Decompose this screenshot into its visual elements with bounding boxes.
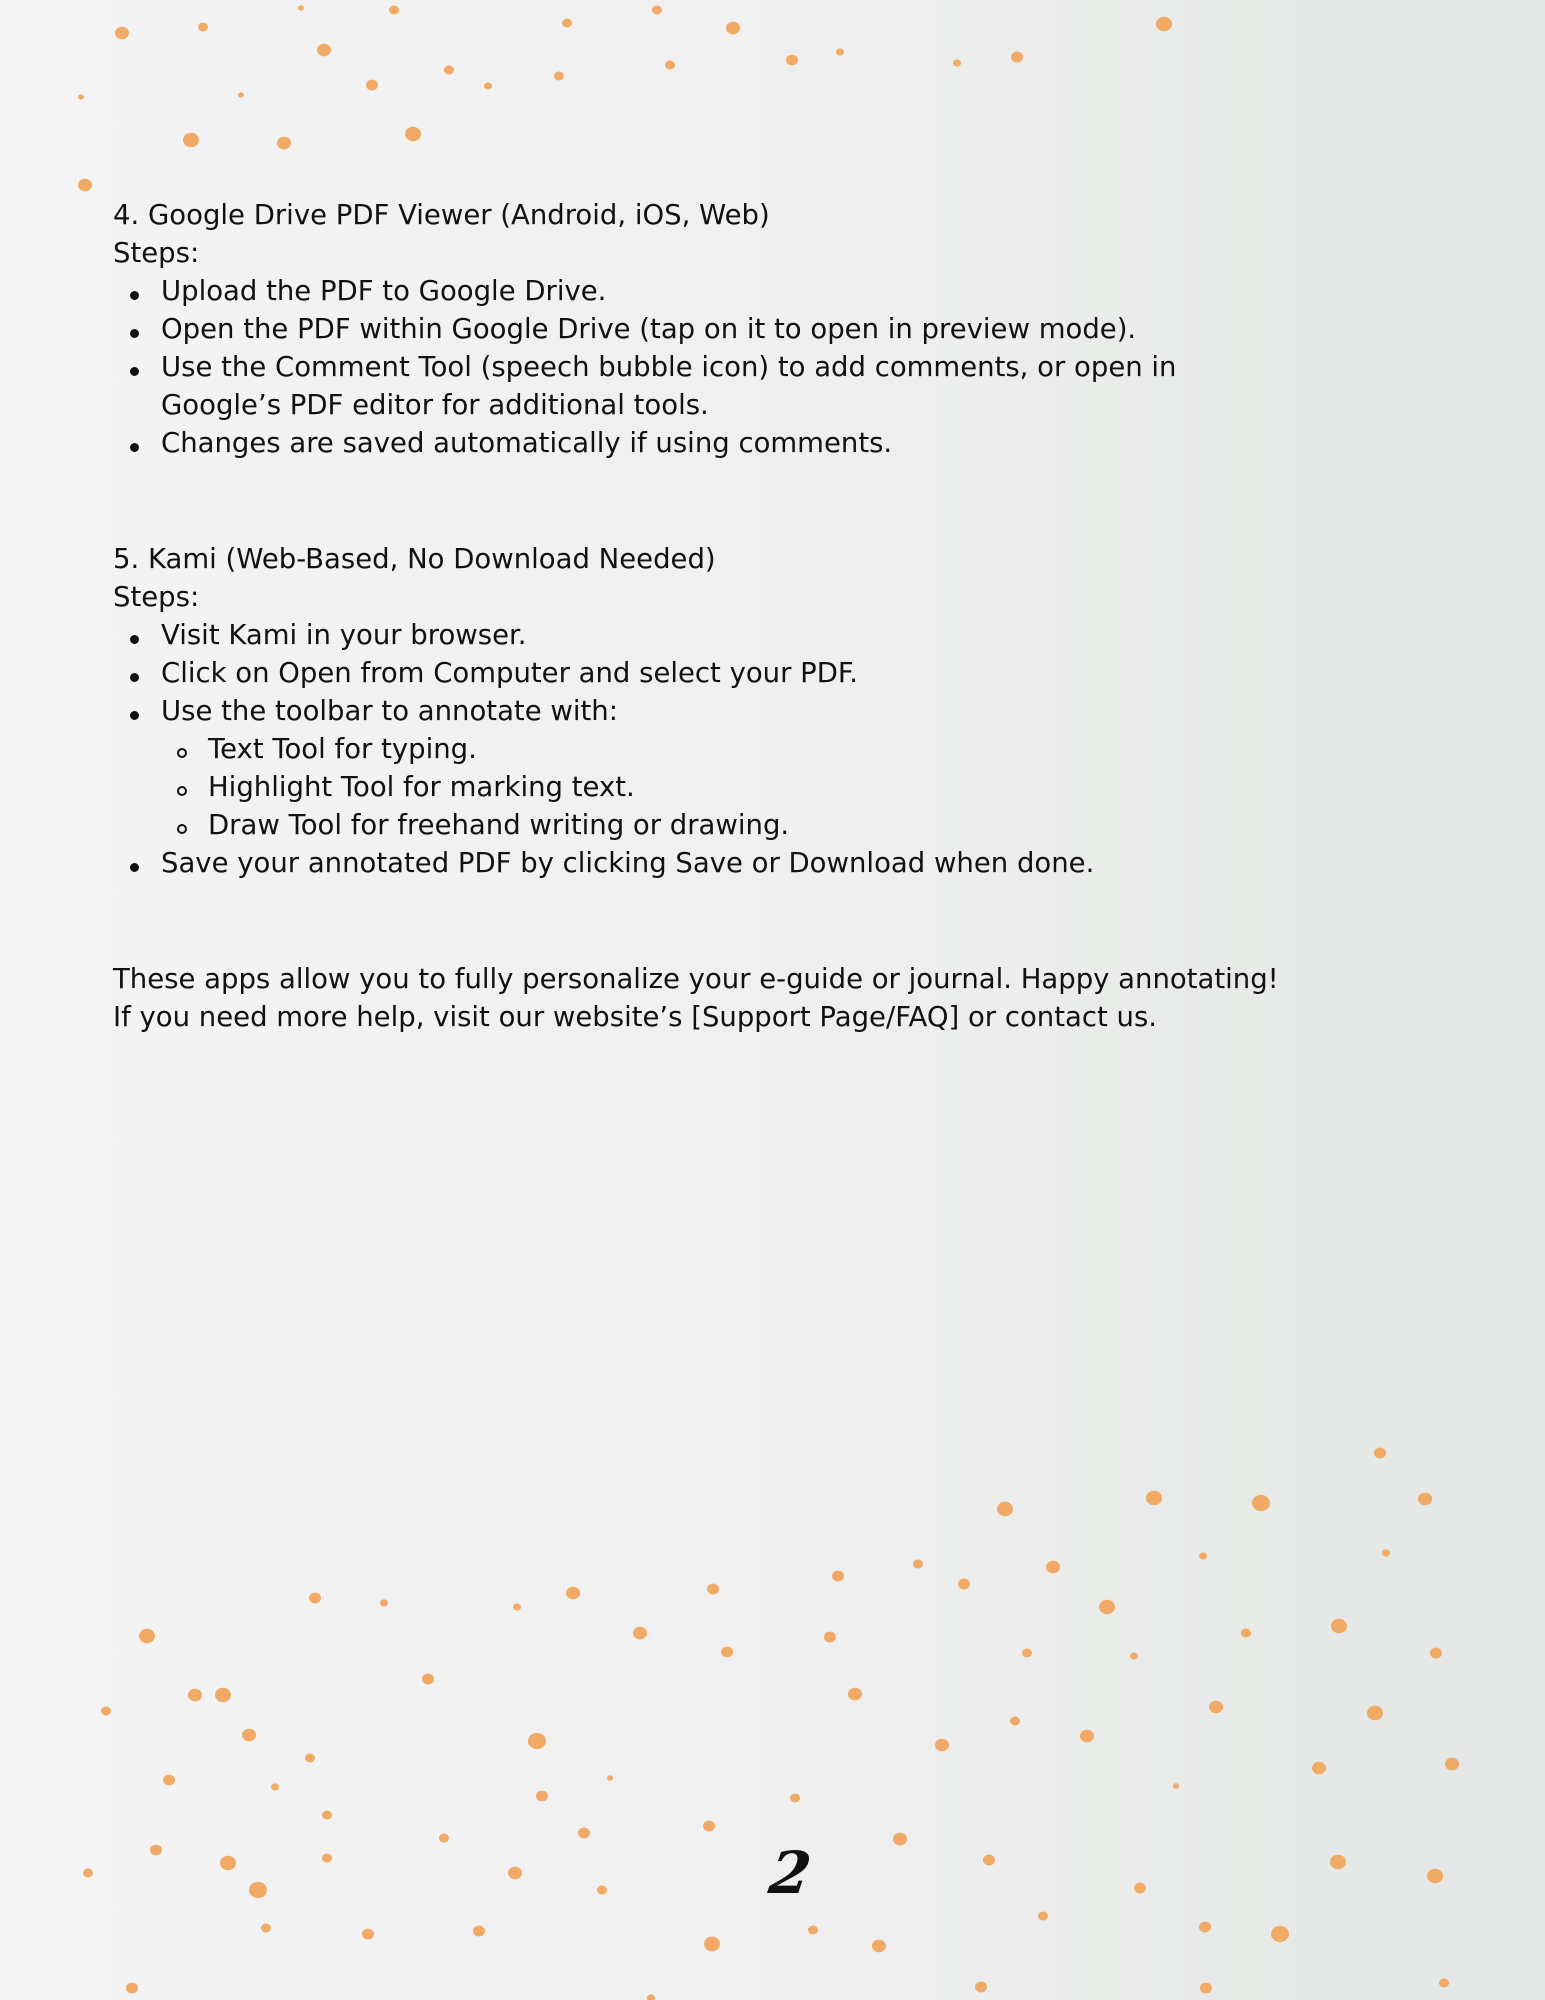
decorative-dot bbox=[665, 61, 675, 70]
decorative-dot bbox=[1445, 1758, 1459, 1771]
decorative-dot bbox=[832, 1571, 844, 1582]
decorative-dot bbox=[444, 66, 454, 75]
decorative-dot bbox=[721, 1647, 733, 1658]
decorative-dot bbox=[261, 1924, 271, 1933]
decorative-dot bbox=[1046, 1561, 1060, 1574]
decorative-dot bbox=[508, 1867, 522, 1880]
decorative-dot bbox=[126, 1983, 138, 1994]
list-item: Changes are saved automatically if using comments. bbox=[113, 424, 1293, 462]
decorative-dot bbox=[83, 1869, 93, 1878]
decorative-dot bbox=[484, 82, 492, 89]
decorative-dot bbox=[183, 133, 199, 147]
decorative-dot bbox=[101, 1707, 111, 1716]
decorative-dot bbox=[298, 5, 304, 10]
steps-list bbox=[113, 272, 1293, 462]
decorative-dot bbox=[1331, 1619, 1347, 1633]
decorative-dot bbox=[389, 6, 399, 15]
decorative-dot bbox=[786, 55, 798, 66]
steps-label: Steps: bbox=[113, 237, 200, 269]
list-item bbox=[113, 692, 1293, 844]
decorative-dot bbox=[703, 1821, 715, 1832]
decorative-dot bbox=[1156, 17, 1172, 31]
decorative-dot bbox=[405, 127, 421, 141]
decorative-dot bbox=[983, 1855, 995, 1866]
decorative-dot bbox=[1130, 1652, 1138, 1659]
decorative-dot bbox=[277, 137, 291, 150]
list-item-text: Use the toolbar to annotate with: bbox=[161, 695, 618, 727]
decorative-dot bbox=[536, 1791, 548, 1802]
decorative-dot bbox=[1038, 1912, 1048, 1921]
decorative-dot bbox=[1199, 1922, 1211, 1933]
decorative-dot bbox=[566, 1587, 580, 1600]
decorative-dot bbox=[362, 1929, 374, 1940]
decorative-dot bbox=[78, 179, 92, 192]
decorative-dot bbox=[953, 59, 961, 66]
closing-paragraph: These apps allow you to fully personalize your e-guide or journal. Happy annotating! If you need more help, visit our website’s [Support Page/FAQ] or contact us. bbox=[113, 963, 1279, 1033]
section-heading: 5. Kami (Web-Based, No Download Needed) bbox=[113, 543, 716, 575]
substeps-list bbox=[161, 730, 1293, 844]
decorative-dot bbox=[1241, 1629, 1251, 1638]
decorative-dot bbox=[848, 1688, 862, 1701]
decorative-dot bbox=[322, 1811, 332, 1820]
decorative-dot bbox=[322, 1854, 332, 1863]
list-item: Upload the PDF to Google Drive. bbox=[113, 272, 1293, 310]
decorative-dot bbox=[578, 1828, 590, 1839]
decorative-dot bbox=[1374, 1448, 1386, 1459]
steps-list bbox=[113, 616, 1293, 882]
list-item: Click on Open from Computer and select your PDF. bbox=[113, 654, 1293, 692]
decorative-dot bbox=[597, 1886, 607, 1895]
decorative-dot bbox=[215, 1688, 231, 1702]
decorative-dot bbox=[271, 1783, 279, 1790]
section-kami bbox=[113, 540, 1293, 882]
decorative-dot bbox=[1146, 1491, 1162, 1505]
decorative-dot bbox=[824, 1632, 836, 1643]
decorative-dot bbox=[1099, 1600, 1115, 1614]
decorative-dot bbox=[1312, 1762, 1326, 1775]
decorative-dot bbox=[1439, 1979, 1449, 1988]
decorative-dot bbox=[836, 48, 844, 55]
decorative-dot bbox=[975, 1982, 987, 1993]
decorative-dot bbox=[726, 22, 740, 35]
decorative-dot bbox=[238, 92, 244, 97]
decorative-dot bbox=[473, 1926, 485, 1937]
decorative-dot bbox=[1427, 1869, 1443, 1883]
decorative-dot bbox=[198, 23, 208, 32]
decorative-dot bbox=[1199, 1552, 1207, 1559]
decorative-dot bbox=[1367, 1706, 1383, 1720]
sub-list-item: Text Tool for typing. bbox=[161, 730, 1293, 768]
decorative-dot bbox=[1252, 1495, 1270, 1511]
decorative-dot bbox=[1330, 1855, 1346, 1869]
decorative-dot bbox=[1011, 52, 1023, 63]
decorative-dot bbox=[528, 1733, 546, 1749]
decorative-dot bbox=[220, 1856, 236, 1870]
decorative-dot bbox=[1418, 1493, 1432, 1506]
decorative-dot bbox=[309, 1593, 321, 1604]
decorative-dot bbox=[562, 19, 572, 28]
section-heading: 4. Google Drive PDF Viewer (Android, iOS, Web) bbox=[113, 199, 770, 231]
decorative-dot bbox=[633, 1627, 647, 1640]
decorative-dot bbox=[1271, 1926, 1289, 1942]
decorative-dot bbox=[893, 1833, 907, 1846]
decorative-dot bbox=[872, 1940, 886, 1953]
decorative-dot bbox=[704, 1937, 720, 1951]
decorative-dot bbox=[513, 1603, 521, 1610]
decorative-dot bbox=[242, 1729, 256, 1742]
decorative-dot bbox=[1200, 1983, 1212, 1994]
list-item: Visit Kami in your browser. bbox=[113, 616, 1293, 654]
decorative-dot bbox=[607, 1775, 613, 1780]
decorative-dot bbox=[380, 1599, 388, 1606]
decorative-dot bbox=[163, 1775, 175, 1786]
decorative-dot bbox=[652, 6, 662, 15]
decorative-dot bbox=[317, 44, 331, 57]
decorative-dot bbox=[913, 1560, 923, 1569]
decorative-dot bbox=[249, 1882, 267, 1898]
page-number: 2 bbox=[765, 1839, 816, 1907]
decorative-dot bbox=[305, 1754, 315, 1763]
decorative-dot bbox=[554, 72, 564, 81]
decorative-dot bbox=[1173, 1783, 1179, 1788]
decorative-dot bbox=[78, 94, 84, 99]
decorative-dot bbox=[1209, 1701, 1223, 1714]
decorative-dot bbox=[647, 1994, 655, 2000]
decorative-dot bbox=[422, 1674, 434, 1685]
decorative-dot bbox=[707, 1584, 719, 1595]
decorative-dot bbox=[1134, 1883, 1146, 1894]
list-item: Save your annotated PDF by clicking Save or Download when done. bbox=[113, 844, 1293, 882]
decorative-dot bbox=[139, 1629, 155, 1643]
decorative-dot bbox=[115, 27, 129, 40]
decorative-dot bbox=[790, 1794, 800, 1803]
decorative-dot bbox=[808, 1926, 818, 1935]
decorative-dot bbox=[150, 1845, 162, 1856]
decorative-dot bbox=[1022, 1649, 1032, 1658]
decorative-dot bbox=[1430, 1648, 1442, 1659]
decorative-dot bbox=[439, 1834, 449, 1843]
decorative-dot bbox=[1382, 1549, 1390, 1556]
list-item: Open the PDF within Google Drive (tap on it to open in preview mode). bbox=[113, 310, 1293, 348]
sub-list-item: Draw Tool for freehand writing or drawing. bbox=[161, 806, 1293, 844]
decorative-dot bbox=[188, 1689, 202, 1702]
decorative-dot bbox=[997, 1502, 1013, 1516]
decorative-dot bbox=[366, 80, 378, 91]
section-google-drive bbox=[113, 196, 1293, 462]
list-item: Use the Comment Tool (speech bubble icon) to add comments, or open in Google’s PDF editor for additional tools. bbox=[113, 348, 1293, 424]
document-body bbox=[113, 196, 1293, 1036]
decorative-dot bbox=[958, 1579, 970, 1590]
decorative-dot bbox=[1010, 1717, 1020, 1726]
steps-label: Steps: bbox=[113, 581, 200, 613]
decorative-dot bbox=[935, 1739, 949, 1752]
sub-list-item: Highlight Tool for marking text. bbox=[161, 768, 1293, 806]
decorative-dot bbox=[1080, 1730, 1094, 1743]
